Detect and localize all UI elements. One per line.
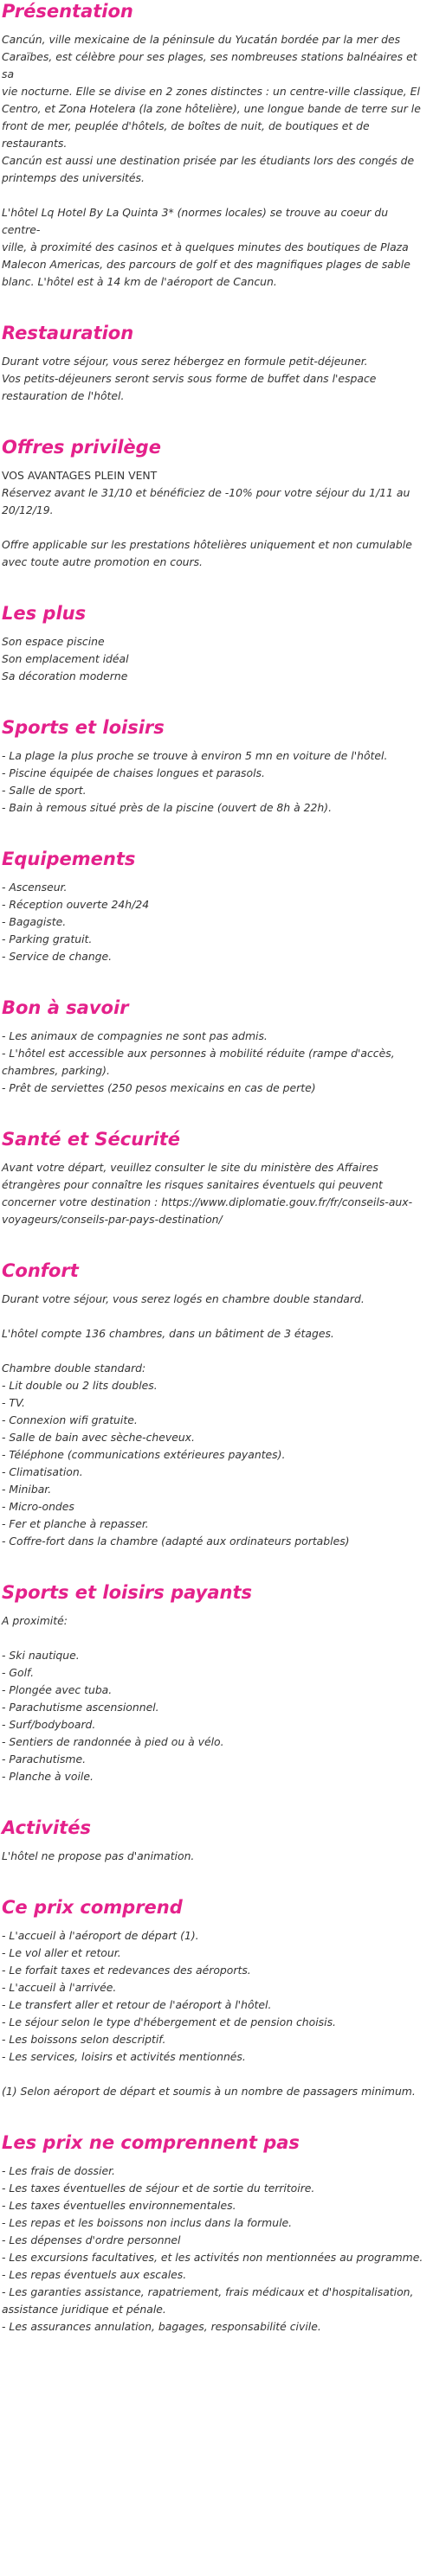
text-line: (1) Selon aéroport de départ et soumis à un nombre de passagers minimum. xyxy=(2,2085,416,2098)
section-body xyxy=(2,353,428,405)
text-line: étrangères pour connaître les risques sanitaires éventuels qui peuvent xyxy=(2,1178,383,1191)
section-presentation xyxy=(2,0,428,291)
text-line: - Lit double ou 2 lits doubles. xyxy=(2,1379,158,1392)
section-body xyxy=(2,1927,428,2100)
text-line: VOS AVANTAGES PLEIN VENT xyxy=(2,469,158,482)
text-line: ville, à proximité des casinos et à quelques minutes des boutiques de Plaza xyxy=(2,240,409,253)
text-line: blanc. L'hôtel est à 14 km de l'aéroport de Cancun. xyxy=(2,275,277,288)
text-line: - Service de change. xyxy=(2,950,113,963)
text-line: - Le vol aller et retour. xyxy=(2,1946,121,1959)
text-line: - Les services, loisirs et activités mentionnés. xyxy=(2,2050,246,2063)
text-line: - Les boissons selon descriptif. xyxy=(2,2033,166,2046)
section-heading: Equipements xyxy=(2,849,136,869)
text-line: Avant votre départ, veuillez consulter le site du ministère des Affaires xyxy=(2,1161,378,1174)
text-line: - Sentiers de randonnée à pied ou à vélo. xyxy=(2,1735,224,1748)
text-line: concerner votre destination : https://www.diplomatie.gouv.fr/fr/conseils-aux- xyxy=(2,1195,413,1208)
section-body xyxy=(2,747,428,817)
text-line: Offre applicable sur les prestations hôtelières uniquement et non cumulable xyxy=(2,538,412,551)
section-heading: Confort xyxy=(2,1260,79,1281)
text-line: voyageurs/conseils-par-pays-destination/ xyxy=(2,1213,223,1226)
text-line: - Les animaux de compagnies ne sont pas admis. xyxy=(2,1029,268,1042)
section-prix-ne-comprennent-pas xyxy=(2,2131,428,2336)
blank-line xyxy=(2,519,428,536)
text-line: - TV. xyxy=(2,1396,25,1409)
section-heading: Activités xyxy=(2,1817,91,1838)
text-line: assistance juridique et pénale. xyxy=(2,2303,166,2316)
text-line: Caraïbes, est célèbre pour ses plages, ses nombreuses stations balnéaires et sa xyxy=(2,50,417,80)
text-line: - Coffre-fort dans la chambre (adapté aux ordinateurs portables) xyxy=(2,1535,350,1548)
section-body xyxy=(2,1028,428,1097)
section-heading: Restauration xyxy=(2,323,134,343)
text-line: - Surf/bodyboard. xyxy=(2,1718,96,1731)
text-line: - Plongée avec tuba. xyxy=(2,1683,113,1696)
text-line: - Micro-ondes xyxy=(2,1500,74,1513)
text-line: - Connexion wifi gratuite. xyxy=(2,1413,138,1426)
section-heading: Sports et loisirs payants xyxy=(2,1582,252,1603)
text-line: - Fer et planche à repasser. xyxy=(2,1517,149,1530)
section-body xyxy=(2,1291,428,1550)
text-line: Sa décoration moderne xyxy=(2,670,128,682)
text-line: - Le séjour selon le type d'hébergement et de pension choisis. xyxy=(2,2015,336,2028)
section-offres-privilege xyxy=(2,436,428,571)
text-line: - Le forfait taxes et redevances des aéroports. xyxy=(2,1964,251,1977)
text-line: - Le transfert aller et retour de l'aéroport à l'hôtel. xyxy=(2,1998,272,2011)
section-les-plus xyxy=(2,602,428,685)
section-heading: Les plus xyxy=(2,603,87,624)
text-line: - Les garanties assistance, rapatriement, frais médicaux et d'hospitalisation, xyxy=(2,2285,414,2298)
text-line: Malecon Americas, des parcours de golf et des magnifiques plages de sable xyxy=(2,258,410,271)
section-body xyxy=(2,2163,428,2336)
text-line: L'hôtel compte 136 chambres, dans un bâtiment de 3 étages. xyxy=(2,1327,334,1340)
section-body xyxy=(2,1848,428,1865)
text-line: - Salle de sport. xyxy=(2,784,87,797)
section-heading: Bon à savoir xyxy=(2,997,129,1018)
text-line: - Ascenseur. xyxy=(2,881,68,894)
blank-line xyxy=(2,1308,428,1325)
text-line: - Réception ouverte 24h/24 xyxy=(2,898,150,911)
text-line: - Golf. xyxy=(2,1666,35,1679)
text-line: - Les taxes éventuelles environnementales. xyxy=(2,2199,236,2212)
section-body xyxy=(2,467,428,571)
text-line: - Planche à voile. xyxy=(2,1770,94,1783)
text-line: - Les repas et les boissons non inclus dans la formule. xyxy=(2,2216,293,2229)
section-sports-loisirs xyxy=(2,716,428,817)
section-body xyxy=(2,879,428,965)
text-line: - Les taxes éventuelles de séjour et de sortie du territoire. xyxy=(2,2182,315,2195)
text-line: Cancún est aussi une destination prisée par les étudiants lors des congés de xyxy=(2,154,415,167)
text-line: - La plage la plus proche se trouve à environ 5 mn en voiture de l'hôtel. xyxy=(2,749,388,762)
text-line: Durant votre séjour, vous serez hébergez en formule petit-déjeuner. xyxy=(2,355,368,368)
text-line: - Bain à remous situé près de la piscine (ouvert de 8h à 22h). xyxy=(2,801,333,814)
text-line: - Les frais de dossier. xyxy=(2,2164,115,2177)
text-line: printemps des universités. xyxy=(2,171,145,184)
text-line: - Parachutisme. xyxy=(2,1753,87,1765)
text-line: - Les excursions facultatives, et les activités non mentionnées au programme. xyxy=(2,2251,423,2264)
section-ce-prix-comprend xyxy=(2,1896,428,2100)
section-heading: Les prix ne comprennent pas xyxy=(2,2132,300,2153)
section-body xyxy=(2,633,428,685)
blank-line xyxy=(2,1630,428,1647)
text-line: - L'accueil à l'aéroport de départ (1). xyxy=(2,1929,199,1942)
text-line: avec toute autre promotion en cours. xyxy=(2,555,203,568)
section-heading: Ce prix comprend xyxy=(2,1897,183,1918)
section-sports-loisirs-payants xyxy=(2,1581,428,1785)
text-line: - Les assurances annulation, bagages, responsabilité civile. xyxy=(2,2320,321,2333)
text-line: 20/12/19. xyxy=(2,503,54,516)
section-heading: Offres privilège xyxy=(2,437,161,458)
text-line: - Ski nautique. xyxy=(2,1649,80,1662)
section-restauration xyxy=(2,322,428,405)
text-line: - Parking gratuit. xyxy=(2,932,93,945)
text-line: vie nocturne. Elle se divise en 2 zones distinctes : un centre-ville classique, El xyxy=(2,85,420,98)
text-line: - L'accueil à l'arrivée. xyxy=(2,1981,117,1994)
text-line: - Les dépenses d'ordre personnel xyxy=(2,2233,181,2246)
text-line: - Prêt de serviettes (250 pesos mexicains en cas de perte) xyxy=(2,1081,316,1094)
text-line: Son emplacement idéal xyxy=(2,652,129,665)
text-line: chambres, parking). xyxy=(2,1064,110,1077)
text-line: - L'hôtel est accessible aux personnes à mobilité réduite (rampe d'accès, xyxy=(2,1047,395,1060)
text-line: Réservez avant le 31/10 et bénéficiez de -10% pour votre séjour du 1/11 au xyxy=(2,486,410,499)
blank-line xyxy=(2,187,428,204)
text-line: Durant votre séjour, vous serez logés en chambre double standard. xyxy=(2,1292,365,1305)
text-line: Vos petits-déjeuners seront servis sous forme de buffet dans l'espace xyxy=(2,372,377,385)
blank-line xyxy=(2,2066,428,2083)
text-line: A proximité: xyxy=(2,1614,68,1627)
text-line: - Bagagiste. xyxy=(2,915,67,928)
text-line: L'hôtel Lq Hotel By La Quinta 3* (normes locales) se trouve au coeur du centre- xyxy=(2,206,389,236)
text-line: - Téléphone (communications extérieures payantes). xyxy=(2,1448,286,1461)
section-heading: Santé et Sécurité xyxy=(2,1129,181,1150)
text-line: - Climatisation. xyxy=(2,1465,83,1478)
section-confort xyxy=(2,1259,428,1550)
text-line: Chambre double standard: xyxy=(2,1362,146,1375)
section-bon-a-savoir xyxy=(2,996,428,1097)
section-body xyxy=(2,31,428,291)
section-heading: Présentation xyxy=(2,1,133,22)
section-heading: Sports et loisirs xyxy=(2,717,165,738)
text-line: - Minibar. xyxy=(2,1483,52,1496)
text-line: L'hôtel ne propose pas d'animation. xyxy=(2,1849,195,1862)
blank-line xyxy=(2,1342,428,1360)
text-line: - Piscine équipée de chaises longues et parasols. xyxy=(2,766,265,779)
section-activites xyxy=(2,1817,428,1865)
text-line: Cancún, ville mexicaine de la péninsule du Yucatán bordée par la mer des xyxy=(2,33,401,46)
text-line: - Parachutisme ascensionnel. xyxy=(2,1701,159,1714)
text-line: Son espace piscine xyxy=(2,635,105,648)
section-sante-securite xyxy=(2,1128,428,1228)
section-equipements xyxy=(2,848,428,965)
section-body xyxy=(2,1612,428,1785)
text-line: Centro, et Zona Hotelera (la zone hôtelière), une longue bande de terre sur le xyxy=(2,102,421,115)
text-line: - Salle de bain avec sèche-cheveux. xyxy=(2,1431,195,1444)
text-line: - Les repas éventuels aux escales. xyxy=(2,2268,187,2281)
text-line: front de mer, peuplée d'hôtels, de boîtes de nuit, de boutiques et de restaurants. xyxy=(2,119,370,150)
section-body xyxy=(2,1159,428,1228)
text-line: restauration de l'hôtel. xyxy=(2,389,125,402)
